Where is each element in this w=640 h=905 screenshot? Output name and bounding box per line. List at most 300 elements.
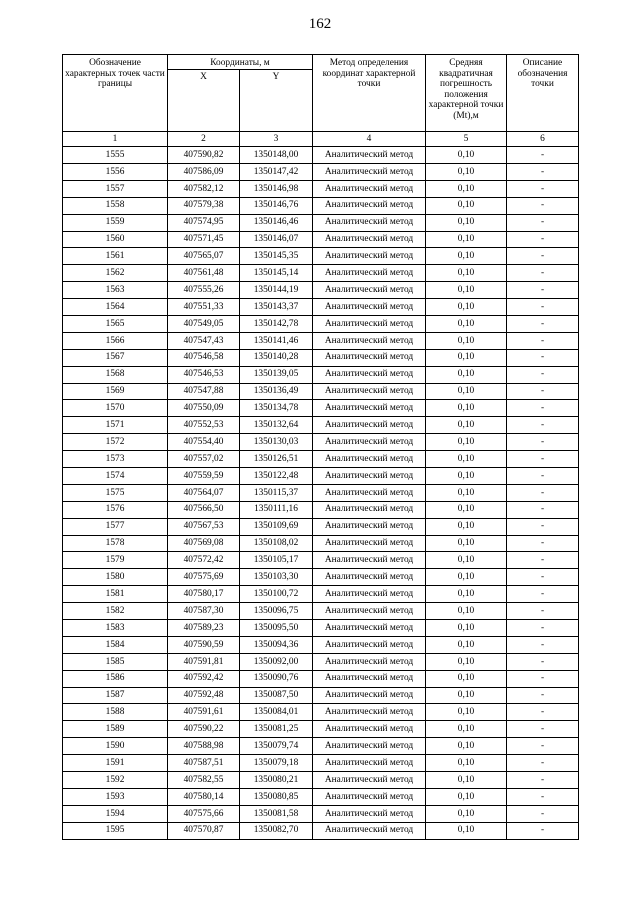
method-cell: Аналитический метод [313,366,426,383]
x-coordinate-cell: 407589,23 [168,620,240,637]
description-cell: - [507,163,579,180]
point-id-cell: 1571 [63,417,168,434]
description-cell: - [507,620,579,637]
y-coordinate-cell: 1350080,21 [240,772,313,789]
table-row [63,451,579,468]
header-point-designation: Обозначение характерных точек части границы [63,55,168,132]
y-coordinate-cell: 1350087,50 [240,687,313,704]
x-coordinate-cell: 407592,48 [168,687,240,704]
error-cell: 0,10 [426,197,507,214]
point-id-cell: 1562 [63,265,168,282]
description-cell: - [507,805,579,822]
x-coordinate-cell: 407587,30 [168,603,240,620]
y-coordinate-cell: 1350132,64 [240,417,313,434]
y-coordinate-cell: 1350103,30 [240,569,313,586]
x-coordinate-cell: 407590,22 [168,721,240,738]
method-cell: Аналитический метод [313,772,426,789]
table-row [63,704,579,721]
method-cell: Аналитический метод [313,620,426,637]
x-coordinate-cell: 407551,33 [168,299,240,316]
error-cell: 0,10 [426,788,507,805]
table-row [63,535,579,552]
x-coordinate-cell: 407591,61 [168,704,240,721]
y-coordinate-cell: 1350105,17 [240,552,313,569]
table-row [63,822,579,839]
y-coordinate-cell: 1350079,74 [240,738,313,755]
header-error: Средняя квадратичная погрешность положения характерной точки (Mt),м [426,55,507,132]
x-coordinate-cell: 407575,69 [168,569,240,586]
description-cell: - [507,248,579,265]
table-row [63,569,579,586]
y-coordinate-cell: 1350090,76 [240,670,313,687]
description-cell: - [507,738,579,755]
table-row [63,231,579,248]
table-row [63,636,579,653]
x-coordinate-cell: 407580,17 [168,586,240,603]
method-cell: Аналитический метод [313,147,426,164]
point-id-cell: 1595 [63,822,168,839]
x-coordinate-cell: 407546,58 [168,349,240,366]
x-coordinate-cell: 407561,48 [168,265,240,282]
method-cell: Аналитический метод [313,265,426,282]
table-row [63,214,579,231]
error-cell: 0,10 [426,400,507,417]
y-coordinate-cell: 1350080,85 [240,788,313,805]
description-cell: - [507,265,579,282]
method-cell: Аналитический метод [313,670,426,687]
table-row [63,417,579,434]
table-row [63,197,579,214]
error-cell: 0,10 [426,569,507,586]
method-cell: Аналитический метод [313,163,426,180]
y-coordinate-cell: 1350145,14 [240,265,313,282]
y-coordinate-cell: 1350094,36 [240,636,313,653]
y-coordinate-cell: 1350148,00 [240,147,313,164]
description-cell: - [507,316,579,333]
table-row [63,772,579,789]
description-cell: - [507,349,579,366]
x-coordinate-cell: 407575,66 [168,805,240,822]
y-coordinate-cell: 1350141,46 [240,332,313,349]
y-coordinate-cell: 1350115,37 [240,484,313,501]
description-cell: - [507,366,579,383]
point-id-cell: 1570 [63,400,168,417]
error-cell: 0,10 [426,636,507,653]
point-id-cell: 1593 [63,788,168,805]
point-id-cell: 1566 [63,332,168,349]
header-y: Y [240,69,313,131]
description-cell: - [507,535,579,552]
y-coordinate-cell: 1350096,75 [240,603,313,620]
error-cell: 0,10 [426,552,507,569]
table-row [63,805,579,822]
table-row [63,248,579,265]
point-id-cell: 1567 [63,349,168,366]
point-id-cell: 1582 [63,603,168,620]
point-id-cell: 1576 [63,501,168,518]
error-cell: 0,10 [426,231,507,248]
method-cell: Аналитический метод [313,197,426,214]
x-coordinate-cell: 407546,53 [168,366,240,383]
error-cell: 0,10 [426,586,507,603]
method-cell: Аналитический метод [313,383,426,400]
x-coordinate-cell: 407550,09 [168,400,240,417]
table-row [63,501,579,518]
point-id-cell: 1589 [63,721,168,738]
error-cell: 0,10 [426,670,507,687]
point-id-cell: 1592 [63,772,168,789]
y-coordinate-cell: 1350146,98 [240,180,313,197]
error-cell: 0,10 [426,822,507,839]
point-id-cell: 1583 [63,620,168,637]
table-row [63,468,579,485]
point-id-cell: 1563 [63,282,168,299]
method-cell: Аналитический метод [313,586,426,603]
table-row [63,721,579,738]
method-cell: Аналитический метод [313,400,426,417]
method-cell: Аналитический метод [313,299,426,316]
description-cell: - [507,468,579,485]
point-id-cell: 1577 [63,518,168,535]
description-cell: - [507,755,579,772]
method-cell: Аналитический метод [313,282,426,299]
error-cell: 0,10 [426,332,507,349]
error-cell: 0,10 [426,721,507,738]
error-cell: 0,10 [426,180,507,197]
x-coordinate-cell: 407587,51 [168,755,240,772]
point-id-cell: 1585 [63,653,168,670]
error-cell: 0,10 [426,316,507,333]
description-cell: - [507,400,579,417]
description-cell: - [507,383,579,400]
point-id-cell: 1586 [63,670,168,687]
table-row [63,484,579,501]
y-coordinate-cell: 1350081,58 [240,805,313,822]
error-cell: 0,10 [426,687,507,704]
table-header [63,55,579,147]
y-coordinate-cell: 1350079,18 [240,755,313,772]
point-id-cell: 1560 [63,231,168,248]
point-id-cell: 1557 [63,180,168,197]
method-cell: Аналитический метод [313,822,426,839]
y-coordinate-cell: 1350130,03 [240,434,313,451]
method-cell: Аналитический метод [313,501,426,518]
point-id-cell: 1584 [63,636,168,653]
method-cell: Аналитический метод [313,805,426,822]
error-cell: 0,10 [426,468,507,485]
error-cell: 0,10 [426,772,507,789]
table-row [63,332,579,349]
point-id-cell: 1588 [63,704,168,721]
description-cell: - [507,772,579,789]
y-coordinate-cell: 1350108,02 [240,535,313,552]
x-coordinate-cell: 407555,26 [168,282,240,299]
error-cell: 0,10 [426,755,507,772]
y-coordinate-cell: 1350084,01 [240,704,313,721]
point-id-cell: 1580 [63,569,168,586]
column-number: 6 [507,131,579,147]
method-cell: Аналитический метод [313,603,426,620]
x-coordinate-cell: 407570,87 [168,822,240,839]
error-cell: 0,10 [426,484,507,501]
description-cell: - [507,434,579,451]
description-cell: - [507,231,579,248]
method-cell: Аналитический метод [313,569,426,586]
method-cell: Аналитический метод [313,518,426,535]
x-coordinate-cell: 407590,82 [168,147,240,164]
y-coordinate-cell: 1350146,07 [240,231,313,248]
error-cell: 0,10 [426,518,507,535]
x-coordinate-cell: 407557,02 [168,451,240,468]
point-id-cell: 1556 [63,163,168,180]
description-cell: - [507,147,579,164]
point-id-cell: 1573 [63,451,168,468]
y-coordinate-cell: 1350082,70 [240,822,313,839]
x-coordinate-cell: 407547,88 [168,383,240,400]
y-coordinate-cell: 1350092,00 [240,653,313,670]
table-row [63,400,579,417]
description-cell: - [507,704,579,721]
table-row [63,653,579,670]
description-cell: - [507,788,579,805]
table-row [63,316,579,333]
point-id-cell: 1575 [63,484,168,501]
description-cell: - [507,586,579,603]
error-cell: 0,10 [426,653,507,670]
table-row [63,755,579,772]
table-row [63,670,579,687]
y-coordinate-cell: 1350122,48 [240,468,313,485]
point-id-cell: 1564 [63,299,168,316]
error-cell: 0,10 [426,434,507,451]
method-cell: Аналитический метод [313,434,426,451]
error-cell: 0,10 [426,501,507,518]
point-id-cell: 1568 [63,366,168,383]
method-cell: Аналитический метод [313,788,426,805]
table-row [63,147,579,164]
y-coordinate-cell: 1350134,78 [240,400,313,417]
column-number: 4 [313,131,426,147]
method-cell: Аналитический метод [313,535,426,552]
y-coordinate-cell: 1350100,72 [240,586,313,603]
description-cell: - [507,299,579,316]
table-row [63,586,579,603]
table-row [63,687,579,704]
method-cell: Аналитический метод [313,704,426,721]
y-coordinate-cell: 1350126,51 [240,451,313,468]
x-coordinate-cell: 407571,45 [168,231,240,248]
description-cell: - [507,180,579,197]
point-id-cell: 1572 [63,434,168,451]
error-cell: 0,10 [426,535,507,552]
y-coordinate-cell: 1350095,50 [240,620,313,637]
error-cell: 0,10 [426,805,507,822]
table-row [63,788,579,805]
error-cell: 0,10 [426,282,507,299]
point-id-cell: 1591 [63,755,168,772]
point-id-cell: 1594 [63,805,168,822]
method-cell: Аналитический метод [313,248,426,265]
method-cell: Аналитический метод [313,332,426,349]
table-row [63,163,579,180]
description-cell: - [507,501,579,518]
method-cell: Аналитический метод [313,552,426,569]
description-cell: - [507,822,579,839]
error-cell: 0,10 [426,738,507,755]
x-coordinate-cell: 407567,53 [168,518,240,535]
y-coordinate-cell: 1350146,46 [240,214,313,231]
description-cell: - [507,670,579,687]
table-row [63,282,579,299]
description-cell: - [507,197,579,214]
error-cell: 0,10 [426,163,507,180]
point-id-cell: 1565 [63,316,168,333]
method-cell: Аналитический метод [313,755,426,772]
method-cell: Аналитический метод [313,214,426,231]
y-coordinate-cell: 1350136,49 [240,383,313,400]
method-cell: Аналитический метод [313,721,426,738]
point-id-cell: 1590 [63,738,168,755]
point-id-cell: 1559 [63,214,168,231]
error-cell: 0,10 [426,620,507,637]
x-coordinate-cell: 407580,14 [168,788,240,805]
x-coordinate-cell: 407574,95 [168,214,240,231]
description-cell: - [507,282,579,299]
method-cell: Аналитический метод [313,316,426,333]
y-coordinate-cell: 1350111,16 [240,501,313,518]
x-coordinate-cell: 407572,42 [168,552,240,569]
method-cell: Аналитический метод [313,687,426,704]
description-cell: - [507,687,579,704]
error-cell: 0,10 [426,603,507,620]
table-row [63,518,579,535]
table-row [63,299,579,316]
y-coordinate-cell: 1350139,05 [240,366,313,383]
error-cell: 0,10 [426,265,507,282]
y-coordinate-cell: 1350144,19 [240,282,313,299]
point-id-cell: 1558 [63,197,168,214]
table-row [63,366,579,383]
table-row [63,552,579,569]
x-coordinate-cell: 407564,07 [168,484,240,501]
method-cell: Аналитический метод [313,349,426,366]
method-cell: Аналитический метод [313,653,426,670]
description-cell: - [507,417,579,434]
point-id-cell: 1555 [63,147,168,164]
x-coordinate-cell: 407549,05 [168,316,240,333]
description-cell: - [507,484,579,501]
x-coordinate-cell: 407590,59 [168,636,240,653]
error-cell: 0,10 [426,349,507,366]
description-cell: - [507,214,579,231]
x-coordinate-cell: 407579,38 [168,197,240,214]
method-cell: Аналитический метод [313,180,426,197]
table-row [63,603,579,620]
method-cell: Аналитический метод [313,417,426,434]
x-coordinate-cell: 407547,43 [168,332,240,349]
description-cell: - [507,451,579,468]
table-row [63,738,579,755]
error-cell: 0,10 [426,451,507,468]
error-cell: 0,10 [426,366,507,383]
description-cell: - [507,332,579,349]
y-coordinate-cell: 1350140,28 [240,349,313,366]
error-cell: 0,10 [426,214,507,231]
method-cell: Аналитический метод [313,468,426,485]
description-cell: - [507,518,579,535]
method-cell: Аналитический метод [313,636,426,653]
y-coordinate-cell: 1350143,37 [240,299,313,316]
x-coordinate-cell: 407565,07 [168,248,240,265]
table-row [63,180,579,197]
point-id-cell: 1579 [63,552,168,569]
description-cell: - [507,603,579,620]
description-cell: - [507,552,579,569]
method-cell: Аналитический метод [313,738,426,755]
y-coordinate-cell: 1350147,42 [240,163,313,180]
header-method: Метод определения координат характерной точки [313,55,426,132]
error-cell: 0,10 [426,299,507,316]
table-row [63,383,579,400]
x-coordinate-cell: 407552,53 [168,417,240,434]
table-row [63,349,579,366]
description-cell: - [507,636,579,653]
y-coordinate-cell: 1350109,69 [240,518,313,535]
description-cell: - [507,721,579,738]
table-body [63,147,579,840]
column-numbers-row [63,131,579,147]
x-coordinate-cell: 407592,42 [168,670,240,687]
y-coordinate-cell: 1350081,25 [240,721,313,738]
x-coordinate-cell: 407591,81 [168,653,240,670]
error-cell: 0,10 [426,383,507,400]
error-cell: 0,10 [426,704,507,721]
coordinates-table [62,54,579,840]
method-cell: Аналитический метод [313,484,426,501]
point-id-cell: 1574 [63,468,168,485]
method-cell: Аналитический метод [313,231,426,248]
x-coordinate-cell: 407586,09 [168,163,240,180]
error-cell: 0,10 [426,417,507,434]
header-coordinates: Координаты, м [168,55,313,70]
y-coordinate-cell: 1350142,78 [240,316,313,333]
x-coordinate-cell: 407588,98 [168,738,240,755]
point-id-cell: 1561 [63,248,168,265]
point-id-cell: 1581 [63,586,168,603]
x-coordinate-cell: 407582,55 [168,772,240,789]
error-cell: 0,10 [426,248,507,265]
method-cell: Аналитический метод [313,451,426,468]
page-number: 162 [308,16,332,32]
x-coordinate-cell: 407554,40 [168,434,240,451]
table-row [63,265,579,282]
table-row [63,434,579,451]
header-description: Описание обозначения точки [507,55,579,132]
column-number: 1 [63,131,168,147]
description-cell: - [507,653,579,670]
point-id-cell: 1587 [63,687,168,704]
point-id-cell: 1578 [63,535,168,552]
error-cell: 0,10 [426,147,507,164]
x-coordinate-cell: 407559,59 [168,468,240,485]
y-coordinate-cell: 1350146,76 [240,197,313,214]
x-coordinate-cell: 407582,12 [168,180,240,197]
column-number: 5 [426,131,507,147]
column-number: 3 [240,131,313,147]
description-cell: - [507,569,579,586]
column-number: 2 [168,131,240,147]
y-coordinate-cell: 1350145,35 [240,248,313,265]
